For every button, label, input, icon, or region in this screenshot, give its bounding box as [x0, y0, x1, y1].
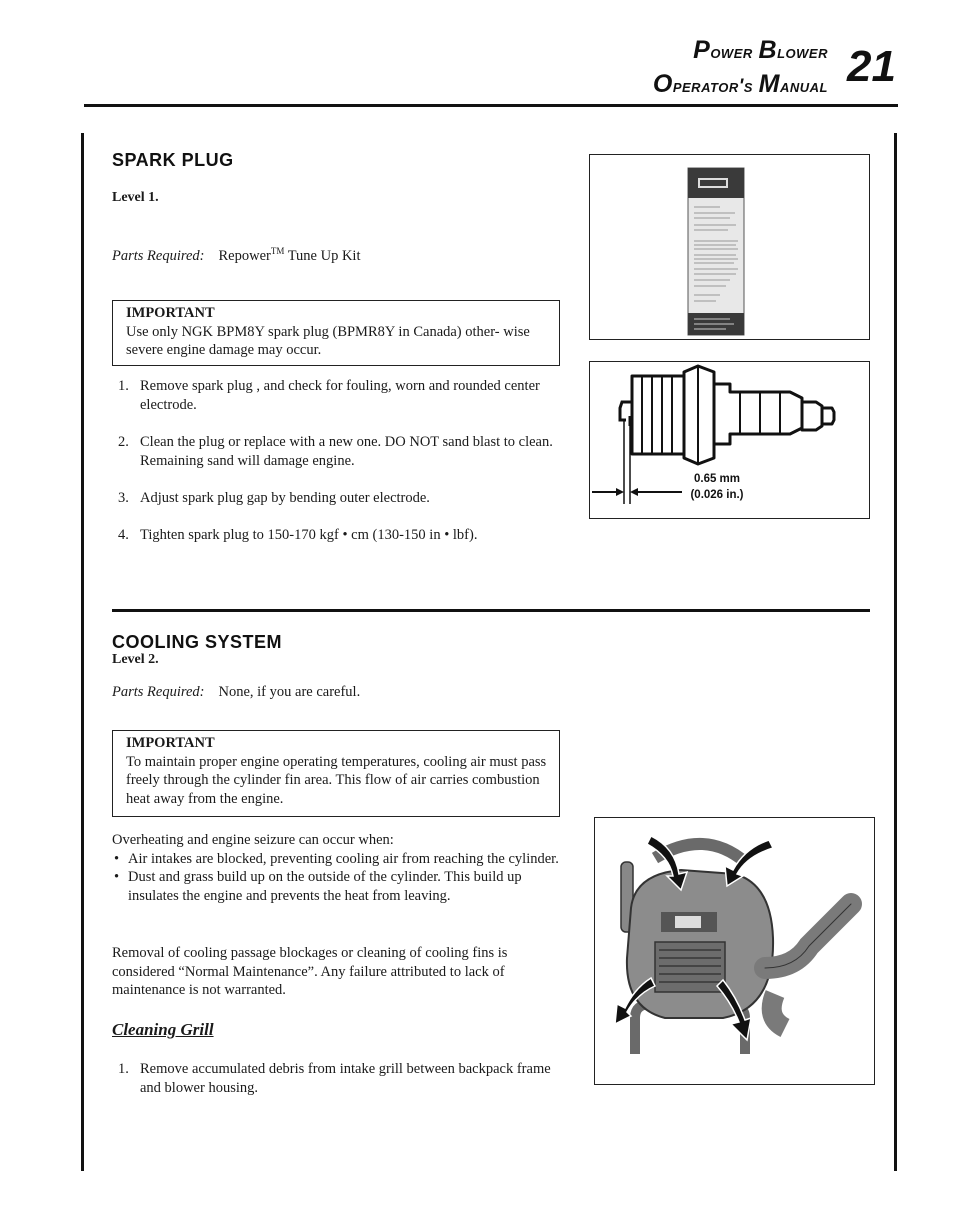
- spark-plug-parts-required: Parts Required: Repower™ Tune Up Kit: [112, 246, 361, 264]
- spark-step-2: 2. Clean the plug or replace with a new one. DO NOT sand blast to clean. Remaining sand will damage engine.: [118, 434, 553, 469]
- cooling-step-1: 1. Remove accumulated debris from intake grill between backpack frame and blower housing.: [118, 1061, 551, 1096]
- manual-title-line1: Power Blower: [693, 36, 828, 64]
- spark-step-4: 4. Tighten spark plug to 150-170 kgf • cm (130-150 in • lbf).: [118, 527, 478, 543]
- parts-required-label: Parts Required:: [112, 684, 205, 700]
- important-text: Use only NGK BPM8Y spark plug (BPMR8Y in Canada) other- wise severe engine damage may occur.: [126, 323, 530, 358]
- cooling-important-box: [112, 730, 560, 817]
- cleaning-grill-heading: Cleaning Grill: [112, 1020, 214, 1039]
- spark-plug-gap-figure: [589, 361, 870, 519]
- spark-plug-title: SPARK PLUG: [112, 150, 234, 170]
- spark-plug-level: Level 1.: [112, 190, 159, 205]
- overheating-list: [112, 831, 562, 905]
- important-title: IMPORTANT: [126, 735, 215, 751]
- maintenance-note: Removal of cooling passage blockages or cleaning of cooling fins is considered “Normal Maintenance”. Any failure attributed to lack of maintenance is not warranted.: [112, 945, 508, 998]
- header-rule: [84, 104, 898, 107]
- cooling-level: Level 2.: [112, 652, 159, 667]
- parts-required-value: None, if you are careful.: [218, 684, 361, 700]
- gap-mm: 0.65 mm: [693, 473, 741, 485]
- spark-step-1: 1. Remove spark plug , and check for fouling, worn and rounded center electrode.: [118, 378, 540, 413]
- list-item: • Dust and grass build up on the outside of the cylinder. This build up insulates the engine and prevents the heat from leaving.: [114, 869, 522, 904]
- parts-required-label: Parts Required:: [112, 247, 205, 264]
- trademark-mark: TM: [270, 246, 285, 256]
- important-title: IMPORTANT: [126, 305, 215, 321]
- gap-dimension-label: [682, 471, 752, 503]
- gap-inches: (0.026 in.): [690, 489, 744, 501]
- blower-airflow-figure: [594, 817, 875, 1085]
- tune-up-kit-figure: [589, 154, 870, 340]
- cooling-system-title: COOLING SYSTEM: [112, 632, 283, 652]
- important-text: To maintain proper engine operating temperatures, cooling air must pass freely through the cylinder fin area. This flow of air carries combustion heat away from the engine.: [126, 753, 547, 807]
- left-margin-bar: [81, 133, 84, 1171]
- page-number: 21: [847, 42, 896, 91]
- spark-step-3: 3. Adjust spark plug gap by bending outer electrode.: [118, 490, 430, 506]
- section-divider: [112, 609, 870, 612]
- list-item: • Air intakes are blocked, preventing cooling air from reaching the cylinder.: [114, 850, 559, 867]
- spark-plug-important-box: [112, 300, 560, 366]
- manual-title-line2: Operator's Manual: [652, 70, 828, 98]
- tune-up-kit-package-image: [590, 155, 869, 339]
- right-margin-bar: [894, 133, 897, 1171]
- overheating-intro: Overheating and engine seizure can occur when:: [112, 832, 394, 848]
- blower-cooling-airflow-image: [595, 818, 874, 1084]
- cooling-parts-required: [112, 684, 360, 701]
- parts-required-value: Repower: [218, 247, 271, 264]
